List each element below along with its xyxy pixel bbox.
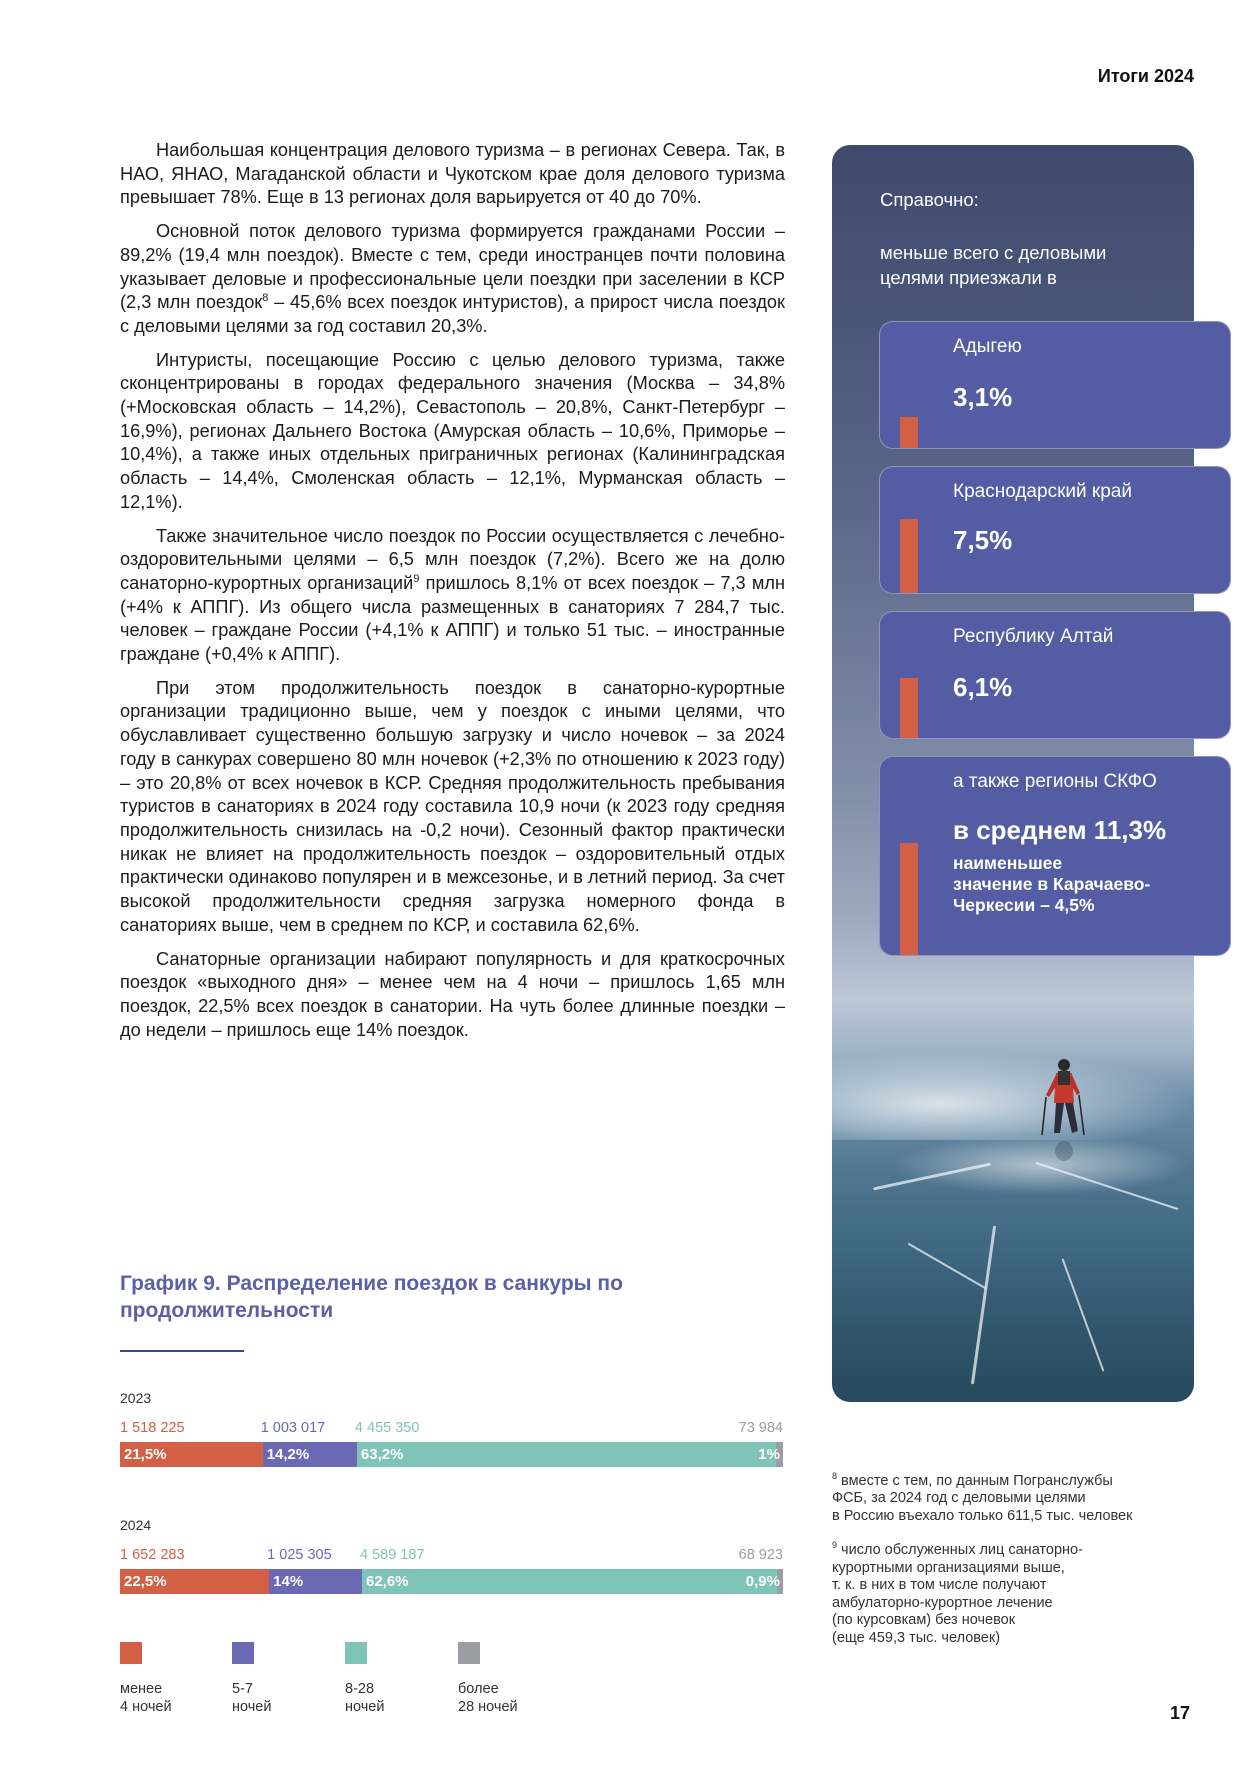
card-label: Республику Алтай [953,626,1114,647]
footnote-ref-9: 9 [413,572,420,585]
segment-percent-label: 0,9% [745,1573,780,1590]
segment-count-label: 4 589 187 [359,1547,425,1563]
bar-segment [362,1569,777,1594]
segment-percent-label: 62,6% [365,1573,409,1590]
legend-swatch [120,1642,142,1664]
footnote-text: вместе с тем, по данным Погранслужбы ФСБ, за 2024 год с деловыми целями в Россию въехало только 611,5 тыс. человек [832,1472,1133,1524]
footnote-ref-8: 8 [262,292,269,305]
bar-segment [357,1442,776,1467]
ice-crack [971,1226,996,1385]
bar-segment [263,1442,357,1467]
card-label: Адыгею [953,336,1022,357]
paragraph-5: При этом продолжительность поездок в санаторно-курортные организации традиционно выше, чем у поездок с иными целями, что обуславливает существенно большую загрузку и число ночевок – за 2024 году в санкурах совершено 80 млн ночевок (+2,3% по отношению к 2023 году) – это 20,8% от всех ночевок в КСР. Средняя продолжительность пребывания туристов в санаториях в 2024 году составила 10,9 ночи (к 2023 году средняя продолжительность снизилась на -0,2 ночи). Сезонный фактор практически никак не влияет на продолжительность поездок – оздоровительный отдых практически одинаково популярен и в межсезонье, и в летний период. За счет высокой продолжительности средняя загрузка номерного фонда в санаториях выше, чем в среднем по КСР, и составила 62,6%. [120,677,785,935]
footnote-mark: 8 [832,1471,838,1481]
region-card-altai [879,611,1231,739]
paragraph-4 [120,525,785,667]
segment-percent-label: 14,2% [266,1446,310,1463]
paragraph-3: Интуристы, посещающие Россию с целью делового туризма, также сконцентрированы в городах федерального значения (Москва – 34,8% (+Московская область – 14,2%), Севастополь – 20,8%, Санкт-Петербург – 16,9%), регионах Дальнего Востока (Амурская область – 10,6%, Приморье – 10,4%), а также иных отдельных приграничных регионах (Калининградская область – 14,4%, Смоленская область – 12,1%, Мурманская область – 12,1%). [120,349,785,512]
legend-item [120,1642,172,1716]
paragraph-2 [120,220,785,339]
segment-count-label: 1 652 283 [120,1547,185,1563]
page-number: 17 [1170,1703,1191,1723]
segment-percent-label: 63,2% [360,1446,404,1463]
legend-swatch [345,1642,367,1664]
ice-crack [1062,1258,1105,1371]
segment-count-label: 4 455 350 [354,1420,420,1436]
card-level-bar [900,519,918,593]
paragraph-2-tail: – 45,6% всех поездок интуристов), а прирост числа поездок с деловыми целями за год составил 20,3%. [120,292,785,336]
hiker-figure [1038,1055,1088,1165]
legend-swatch [458,1642,480,1664]
footnote-mark: 9 [832,1540,838,1551]
legend-swatch [232,1642,254,1664]
bar-row-2023 [120,1442,783,1467]
footnote-text: число обслуженных лиц санаторно- курортными организациями выше, т. к. в них в том числе получают амбулаторно-курортное лечение (по курсовкам) без ночевок (еще 459,3 тыс. человек) [832,1542,1083,1646]
footnote-8 [832,1468,1202,1525]
legend-item [458,1642,518,1716]
year-label-2023: 2023 [120,1390,152,1406]
footnote-9 [832,1537,1202,1647]
segment-count-label: 73 984 [738,1420,783,1436]
sidebar-heading: Справочно: [880,189,979,210]
legend-label: менее 4 ночей [120,1681,172,1715]
bar-segment [120,1442,263,1467]
sidebar-subheading: меньше всего с деловыми целями приезжали в [880,242,1107,288]
bar-segment [120,1569,269,1594]
bar-segment [758,1442,783,1467]
card-level-bar [900,843,918,955]
legend-item [232,1642,271,1716]
segment-percent-label: 1% [758,1446,780,1463]
ice-highlight [832,1050,1194,1140]
legend-label: 5-7 ночей [232,1681,272,1715]
legend-label: 8-28 ночей [345,1681,385,1715]
region-card-adygea [879,321,1231,449]
card-note: наименьшее значение в Карачаево- Черкесии – 4,5% [953,853,1151,915]
bar-segment [269,1569,362,1594]
segment-count-label: 1 518 225 [120,1420,185,1436]
bar-row-2024 [120,1569,783,1594]
bar-segment [745,1569,783,1594]
paragraph-2-head: Основной поток делового туризма формируется гражданами России – 89,2% (19,4 млн поездок). Вместе с тем, среди иностранцев почти половина указывает деловые и профессиональные цели поездки при заселении в КСР (2,3 млн поездок [120,221,785,313]
footnotes [832,1468,1202,1659]
card-value: в среднем 11,3% [953,815,1167,845]
legend-item [345,1642,384,1716]
paragraph-4-tail: пришлось 8,1% от всех поездок – 7,3 млн (+4% к АППГ). Из общего числа размещенных в санаториях 7 284,7 тыс. человек – граждане России (+4,1% к АППГ) и только 51 тыс. – иностранные граждане (+0,4% к АППГ). [120,572,785,665]
card-value: 7,5% [953,525,1013,555]
paragraph-6: Санаторные организации набирают популярность и для краткосрочных поездок «выходного дня» – менее чем на 4 ночи – пришлось 1,65 млн поездок, 22,5% всех поездок в санатории. На чуть более длинные поездки – до недели – пришлось еще 14% поездок. [120,948,785,1040]
segment-count-label: 1 003 017 [260,1420,326,1436]
year-label-2024: 2024 [120,1517,152,1533]
card-value: 6,1% [953,672,1013,702]
segment-count-label: 1 025 305 [267,1547,332,1563]
segment-count-label: 68 923 [738,1547,783,1563]
segment-percent-label: 22,5% [124,1573,167,1590]
chart-title: График 9. Распределение поездок в санкуры по продолжительности [120,1272,623,1322]
paragraph-4-head: Также значительное число поездок по России осуществляется с лечебно-оздоровительными целями – 6,5 млн поездок (7,2%). Всего же на долю санаторно-курортных организаций [120,525,785,593]
segment-percent-label: 14% [273,1573,304,1590]
region-card-krasnodar [879,466,1231,594]
card-value: 3,1% [953,382,1013,412]
chart-title-rule [120,1350,244,1352]
paragraph-1: Наибольшая концентрация делового туризма – в регионах Севера. Так, в НАО, ЯНАО, Магаданской области и Чукотском крае доля делового туризма превышает 78%. Еще в 13 регионах доля варьируется от 40 до 70%. [120,140,785,208]
card-label: а также регионы СКФО [953,771,1157,792]
page-header-title: Итоги 2024 [1097,66,1194,86]
card-label: Краснодарский край [953,481,1132,502]
legend-label: более 28 ночей [458,1681,518,1715]
segment-percent-label: 21,5% [124,1446,167,1463]
card-level-bar [900,417,918,448]
ice-crack [908,1243,987,1290]
body-text [120,139,785,1052]
region-card-skfo [879,756,1231,956]
card-level-bar [900,678,918,738]
